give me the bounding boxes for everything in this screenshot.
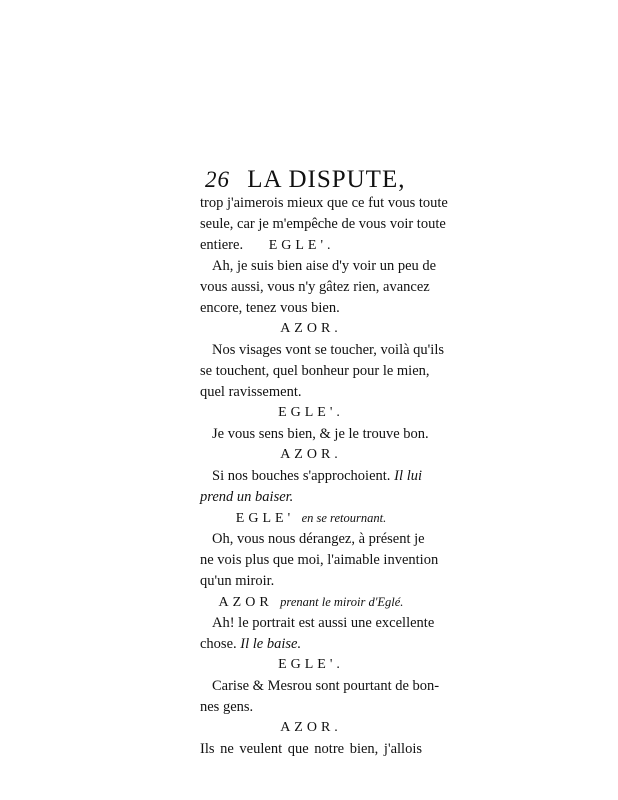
line-text: entiere. <box>200 237 244 253</box>
stage-direction: Il le baise. <box>240 636 302 652</box>
stage-direction-line: prend un baiser. <box>200 489 294 505</box>
stage-direction: en se retournant. <box>301 511 387 525</box>
text-line: Je vous sens bien, & je le trouve bon. <box>212 426 429 442</box>
running-title: LA DISPUTE, <box>247 166 406 193</box>
text-line: Ils ne veulent que notre bien, j'allois <box>200 741 422 757</box>
text-line: ne vois plus que moi, l'aimable invention <box>200 552 439 568</box>
line-text: chose. <box>200 636 237 652</box>
text-line: Ah, je suis bien aise d'y voir un peu de <box>212 258 437 274</box>
speaker-name: EGLE' <box>235 511 295 526</box>
text-line: trop j'aimerois mieux que ce fut vous toute <box>200 195 448 211</box>
text-line: Ah! le portrait est aussi une excellente <box>212 615 435 631</box>
speaker-heading: AZOR. <box>280 447 342 462</box>
text-line: encore, tenez vous bien. <box>200 300 340 316</box>
text-line: quel ravissement. <box>200 384 302 400</box>
speaker-heading: AZOR. <box>280 720 342 735</box>
text-line <box>200 633 422 655</box>
speaker-name: AZOR <box>218 595 273 610</box>
text-line: se touchent, quel bonheur pour le mien, <box>200 363 430 379</box>
text-line: seule, car je m'empêche de vous voir toute <box>200 216 446 232</box>
line-text: Si nos bouches s'approchoient. <box>212 468 391 484</box>
text-line: Carise & Mesrou sont pourtant de bon- <box>212 678 440 694</box>
text-line: qu'un miroir. <box>200 573 275 589</box>
text-line <box>212 465 422 487</box>
stage-direction: Il lui <box>394 468 423 484</box>
speaker-heading: EGLE'. <box>278 405 344 420</box>
page-number: 26 <box>205 167 230 192</box>
text-line: Oh, vous nous dérangez, à présent je <box>212 531 425 547</box>
text-line: vous aussi, vous n'y gâtez rien, avancez <box>200 279 430 295</box>
text-line: Nos visages vont se toucher, voilà qu'ils <box>212 342 444 358</box>
speaker-heading <box>200 507 422 529</box>
text-line <box>200 234 422 256</box>
speaker-heading <box>200 591 422 613</box>
speaker-heading: AZOR. <box>280 321 342 336</box>
speaker-name: EGLE'. <box>268 238 335 253</box>
stage-direction: prenant le miroir d'Eglé. <box>280 595 404 609</box>
text-line: nes gens. <box>200 699 254 715</box>
speaker-heading: EGLE'. <box>278 657 344 672</box>
